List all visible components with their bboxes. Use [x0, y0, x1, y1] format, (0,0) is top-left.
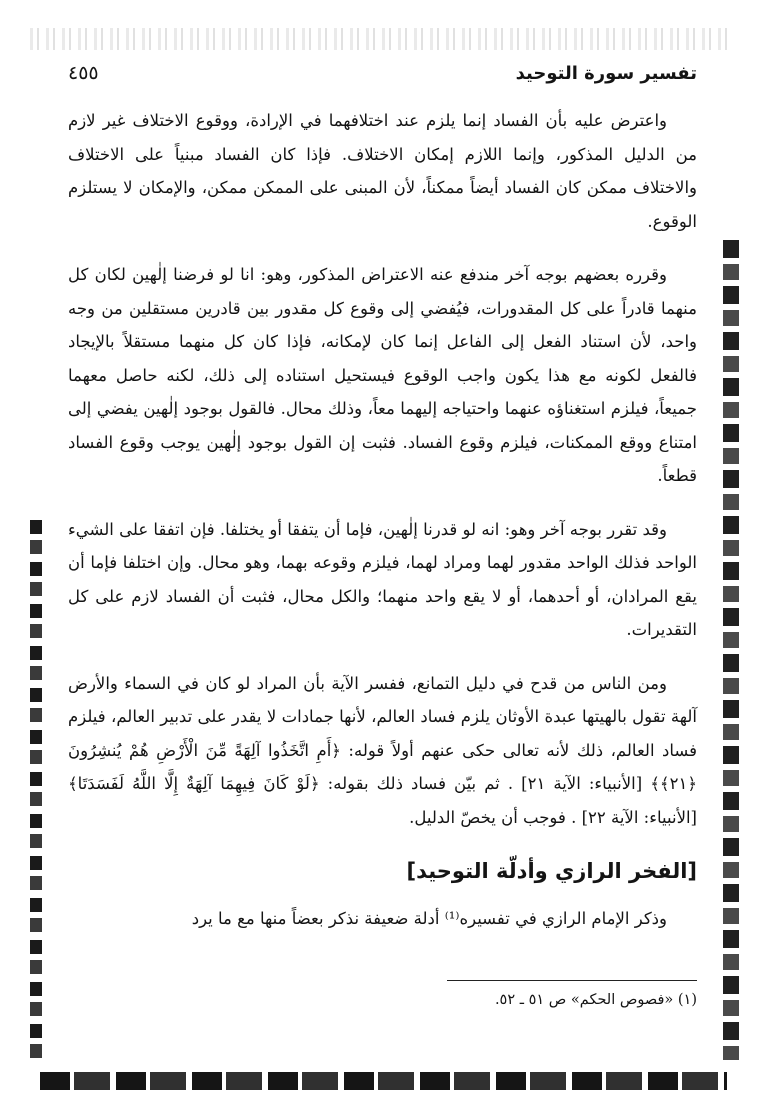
binding-edge-bottom [40, 1072, 727, 1090]
footnote: (١) «فصوص الحكم» ص ٥١ ـ ٥٢. [494, 992, 697, 1008]
section-heading: [الفخر الرازي وأدلّة التوحيد] [406, 859, 697, 883]
page-header [68, 62, 697, 92]
paragraph: واعترض عليه بأن الفساد إنما يلزم عند اختلافهما في الإرادة، ووقوع الاختلاف غير لازم من الدليل المذكور، وإنما اللازم إمكان الاختلاف. فإذا كان الفساد مبنياً على الاختلاف والاختلاف ممكن كان الفساد أيضاً ممكناً، لأن المبنى على الممكن ممكن، والإمكان لا يستلزم الوقوع. [68, 111, 697, 231]
running-title: تفسير سورة التوحيد [515, 63, 697, 84]
footnote-divider [447, 980, 697, 981]
paragraph: وقد تقرر بوجه آخر وهو: انه لو قدرنا إلٰهين، فإما أن يتفقا أو يختلفا. فإن اتفقا على الشيء الواحد فذلك الواحد مقدور لهما ومراد لهما، فيلزم وقوعه بهما، وهو محال. وإن اختلفا فإما أن يقع المرادان، أو أحدهما، أو لا يقع واحد منهما؛ والكل محال، فثبت أن الفساد لازم على كل التقديرات. [68, 519, 697, 639]
binding-edge-left [30, 520, 42, 1060]
page-body [68, 104, 697, 956]
page-number: ٤٥٥ [68, 62, 99, 84]
paragraph: وذكر الإمام الرازي في تفسيره⁽¹⁾ أدلة ضعيفة نذكر بعضاً منها مع ما يرد [191, 909, 667, 928]
paragraph: وقرره بعضهم بوجه آخر مندفع عنه الاعتراض المذكور، وهو: انا لو فرضنا إلٰهين لكان كل منهما قادراً على كل المقدورات، فيُفضي إلى وقوع كل مقدور بين قادرين مستقلين من وجه واحد، لأن استناد الفعل إلى الفاعل إنما كان لإمكانه، فإذا كان كل منهما مستقلاً بالإيجاد فالفعل لكونه مع هذا يكون واجب الوقوع فيستحيل استناده إلى ذلك، لكنه حاصل معهما جميعاً، فيلزم استغناؤه عنهما واحتياجه إليهما معاً، وذلك محال. فالقول بوجود إلٰهين يفضي إلى امتناع ووقع الممكنات، فيلزم وقوع الفساد. فثبت إن القول بوجود إلٰهين يوجب وقوع الفساد قطعاً. [68, 265, 697, 485]
paragraph: ومن الناس من قدح في دليل التمانع، ففسر الآية بأن المراد لو كان في السماء والأرض آلهة تقول بالهيتها عبدة الأوثان يلزم فساد العالم، لأنها جمادات لا يقدر على تدبير العالم، فيلزم فساد العالم، ذلك لأنه تعالى حكى عنهم أولاً قوله: ﴿أَمِ اتَّخَذُوا آلِهَةً مِّنَ الْأَرْضِ هُمْ يُنشِرُونَ ﴿٢١﴾﴾ [الأنبياء: الآية ٢١] . ثم بيّن فساد ذلك بقوله: ﴿لَوْ كَانَ فِيهِمَا آلِهَةٌ إِلَّا اللَّهُ لَفَسَدَتَا﴾ [الأنبياء: الآية ٢٢] . فوجب أن يخصّ الدليل. [68, 673, 697, 827]
scan-noise [30, 28, 730, 50]
binding-edge-right [723, 240, 739, 1060]
